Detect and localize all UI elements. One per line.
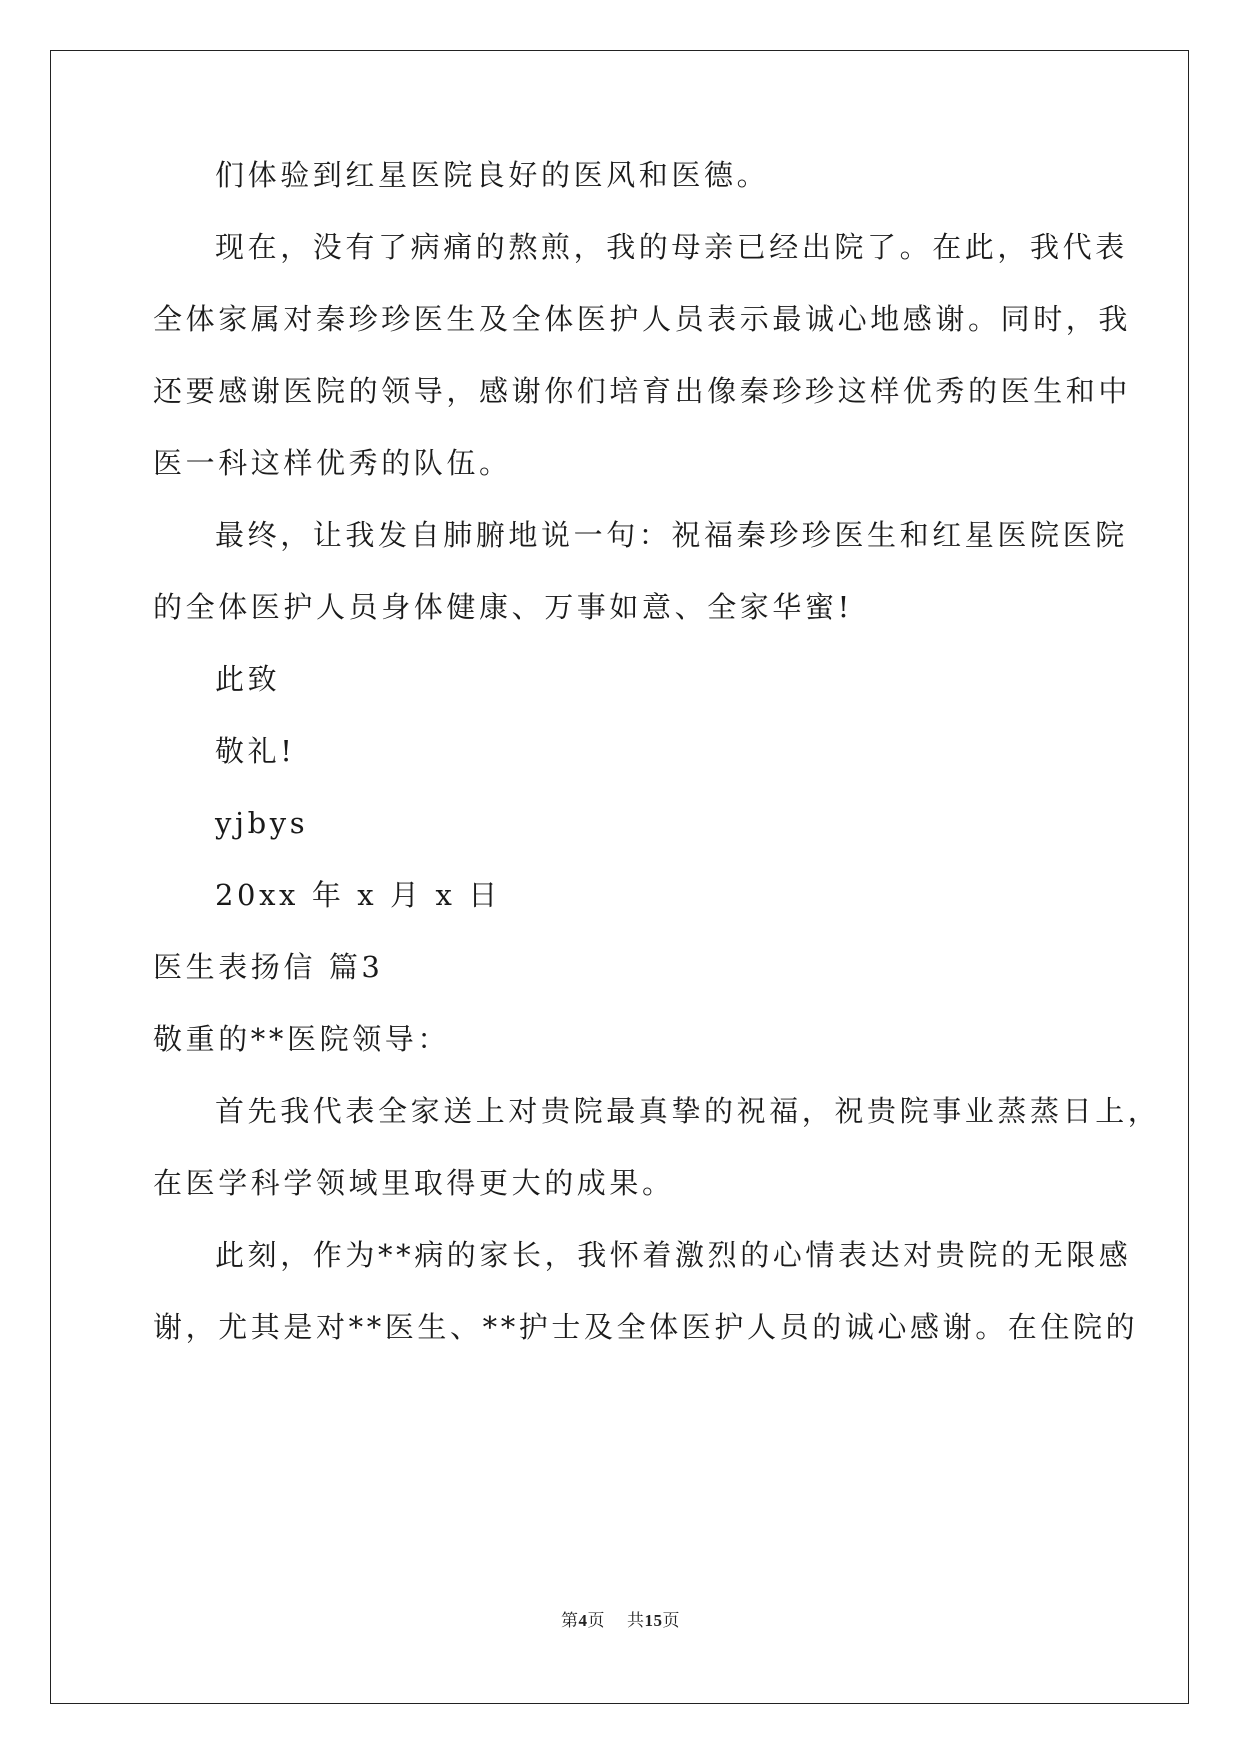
date-line: 20xx 年 x 月 x 日 bbox=[215, 878, 501, 912]
page-prefix: 第 bbox=[561, 1611, 579, 1630]
paragraph-line: 全体家属对秦珍珍医生及全体医护人员表示最诚心地感谢。同时，我 bbox=[153, 302, 1132, 336]
closing-salutation: 此致 bbox=[215, 662, 281, 696]
paragraph-line: 谢，尤其是对**医生、**护士及全体医护人员的诚心感谢。在住院的 bbox=[153, 1310, 1139, 1344]
paragraph-line: 的全体医护人员身体健康、万事如意、全家华蜜! bbox=[153, 590, 853, 624]
closing-respect: 敬礼! bbox=[215, 734, 296, 768]
signature: yjbys bbox=[215, 806, 309, 840]
total-prefix: 共 bbox=[627, 1611, 645, 1630]
total-pages: 15 bbox=[644, 1611, 663, 1630]
paragraph-line: 现在，没有了病痛的熬煎，我的母亲已经出院了。在此，我代表 bbox=[215, 230, 1128, 264]
page-number: 4 bbox=[578, 1611, 588, 1630]
paragraph-line: 最终，让我发自肺腑地说一句：祝福秦珍珍医生和红星医院医院 bbox=[215, 518, 1128, 552]
paragraph-line: 医一科这样优秀的队伍。 bbox=[153, 446, 512, 480]
section-heading: 医生表扬信 篇3 bbox=[153, 950, 384, 984]
paragraph-line: 在医学科学领域里取得更大的成果。 bbox=[153, 1166, 675, 1200]
total-suffix: 页 bbox=[662, 1611, 680, 1630]
paragraph-line: 们体验到红星医院良好的医风和医德。 bbox=[215, 158, 770, 192]
page-suffix: 页 bbox=[587, 1611, 605, 1630]
letter-greeting: 敬重的**医院领导： bbox=[153, 1022, 451, 1056]
paragraph-line: 此刻，作为**病的家长，我怀着激烈的心情表达对贵院的无限感 bbox=[215, 1238, 1132, 1272]
paragraph-line: 首先我代表全家送上对贵院最真挚的祝福，祝贵院事业蒸蒸日上， bbox=[215, 1094, 1161, 1128]
page-footer bbox=[0, 1606, 1241, 1631]
paragraph-line: 还要感谢医院的领导，感谢你们培育出像秦珍珍这样优秀的医生和中 bbox=[153, 374, 1132, 408]
